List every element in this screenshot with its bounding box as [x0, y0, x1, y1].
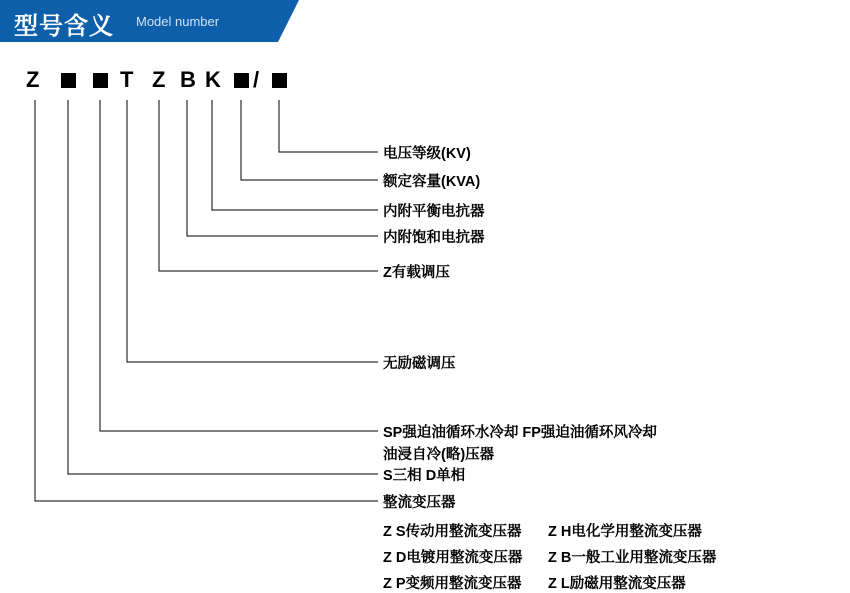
leader-line-on-load-tap	[159, 100, 378, 271]
leader-line-rectifier-transformer	[35, 100, 378, 501]
page-subtitle: Model number	[136, 14, 220, 29]
legend-row-1-left: Z S传动用整流变压器	[383, 524, 522, 540]
leader-line-balance-reactor	[212, 100, 378, 210]
legend-row-3-right: Z L励磁用整流变压器	[548, 576, 686, 592]
leader-line-rated-capacity	[241, 100, 378, 180]
leader-line-phase	[68, 100, 378, 474]
page-title: 型号含义	[14, 13, 114, 40]
leader-line-no-excitation-tap	[127, 100, 378, 362]
callout-cooling-self: 油浸自冷(略)压器	[383, 447, 495, 463]
leader-line-cooling-method	[100, 100, 378, 431]
callout-balance-reactor: 内附平衡电抗器	[383, 204, 485, 220]
callout-cooling-forced: SP强迫油循环水冷却 FP强迫油循环风冷却	[383, 425, 657, 441]
leader-line-voltage-class	[279, 100, 378, 152]
code-char-slash: /	[253, 67, 260, 92]
callout-voltage-class: 电压等级(KV)	[383, 146, 471, 162]
callout-no-excitation-tap: 无励磁调压	[383, 356, 456, 372]
callout-saturable-reactor: 内附饱和电抗器	[383, 230, 485, 246]
callout-rated-capacity: 额定容量(KVA)	[383, 174, 481, 190]
callout-rectifier-transformer: 整流变压器	[383, 495, 456, 511]
code-char-b: B	[180, 67, 196, 92]
callout-phase: S三相 D单相	[383, 468, 466, 484]
leader-line-saturable-reactor	[187, 100, 378, 236]
code-char-k: K	[205, 67, 221, 92]
code-char-z2: Z	[152, 67, 166, 92]
legend-row-1-right: Z H电化学用整流变压器	[548, 524, 702, 540]
legend-row-2-left: Z D电镀用整流变压器	[383, 550, 523, 566]
callout-on-load-tap: Z有载调压	[383, 265, 450, 281]
code-char-t: T	[120, 67, 134, 92]
code-char-z1: Z	[26, 67, 40, 92]
legend-row-2-right: Z B一般工业用整流变压器	[548, 550, 717, 566]
legend-row-3-left: Z P变频用整流变压器	[383, 576, 522, 592]
